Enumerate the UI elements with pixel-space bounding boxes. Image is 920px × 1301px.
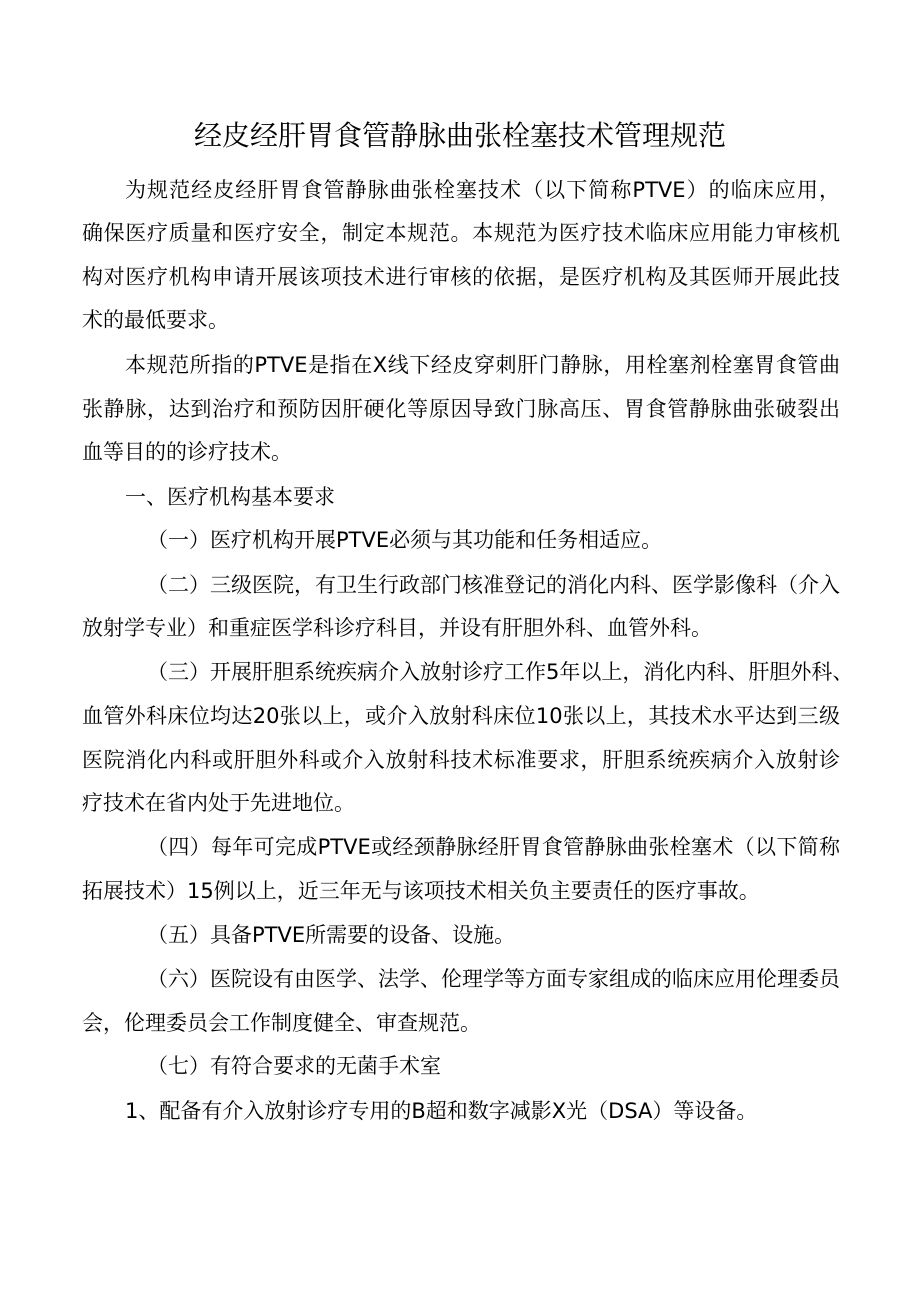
document-title: 经皮经肝胃食管静脉曲张栓塞技术管理规范 [193,119,726,152]
intro-line-2: 确保医疗质量和医疗安全，制定本规范。本规范为医疗技术临床应用能力审核机 [82,221,840,245]
definition-line-1: 本规范所指的PTVE是指在X线下经皮穿刺肝门静脉，用栓塞剂栓塞胃食管曲 [125,353,840,377]
intro-line-4: 术的最低要求。 [82,308,229,332]
clause-3-line-1: （三）开展肝胆系统疾病介入放射诊疗工作5年以上，消化内科、肝胆外科、 [147,660,854,684]
clause-3-line-4: 疗技术在省内处于先进地位。 [82,791,355,815]
intro-line-3: 构对医疗机构申请开展该项技术进行审核的依据，是医疗机构及其医师开展此技 [82,265,840,289]
intro-line-1: 为规范经皮经肝胃食管静脉曲张栓塞技术（以下简称PTVE）的临床应用， [125,178,840,202]
clause-3-line-3: 医院消化内科或肝胆外科或介入放射科技术标准要求，肝胆系统疾病介入放射诊 [82,748,840,772]
clause-4-line-2: 拓展技术）15例以上，近三年无与该项技术相关负主要责任的医疗事故。 [82,879,760,903]
clause-3-line-2: 血管外科床位均达20张以上，或介入放射科床位10张以上，其技术水平达到三级 [82,704,840,728]
clause-4-line-1: （四）每年可完成PTVE或经颈静脉经肝胃食管静脉曲张栓塞术（以下简称 [147,835,840,859]
section-heading: 一、医疗机构基本要求 [125,485,335,509]
clause-7: （七）有符合要求的无菌手术室 [147,1054,441,1078]
clause-5: （五）具备PTVE所需要的设备、设施。 [147,923,516,947]
definition-line-3: 血等目的的诊疗技术。 [82,440,292,464]
clause-2-line-2: 放射学专业）和重症医学科诊疗科目，并设有肝胆外科、血管外科。 [82,616,712,640]
clause-6-line-2: 会，伦理委员会工作制度健全、审查规范。 [82,1011,481,1035]
clause-6-line-1: （六）医院设有由医学、法学、伦理学等方面专家组成的临床应用伦理委员 [147,967,840,991]
item-1: 1、配备有介入放射诊疗专用的B超和数字减影X光（DSA）等设备。 [125,1099,758,1123]
definition-line-2: 张静脉，达到治疗和预防因肝硬化等原因导致门脉高压、胃食管静脉曲张破裂出 [82,397,840,421]
clause-1: （一）医疗机构开展PTVE必须与其功能和任务相适应。 [147,528,663,552]
clause-2-line-1: （二）三级医院，有卫生行政部门核准登记的消化内科、医学影像科（介入 [147,573,840,597]
